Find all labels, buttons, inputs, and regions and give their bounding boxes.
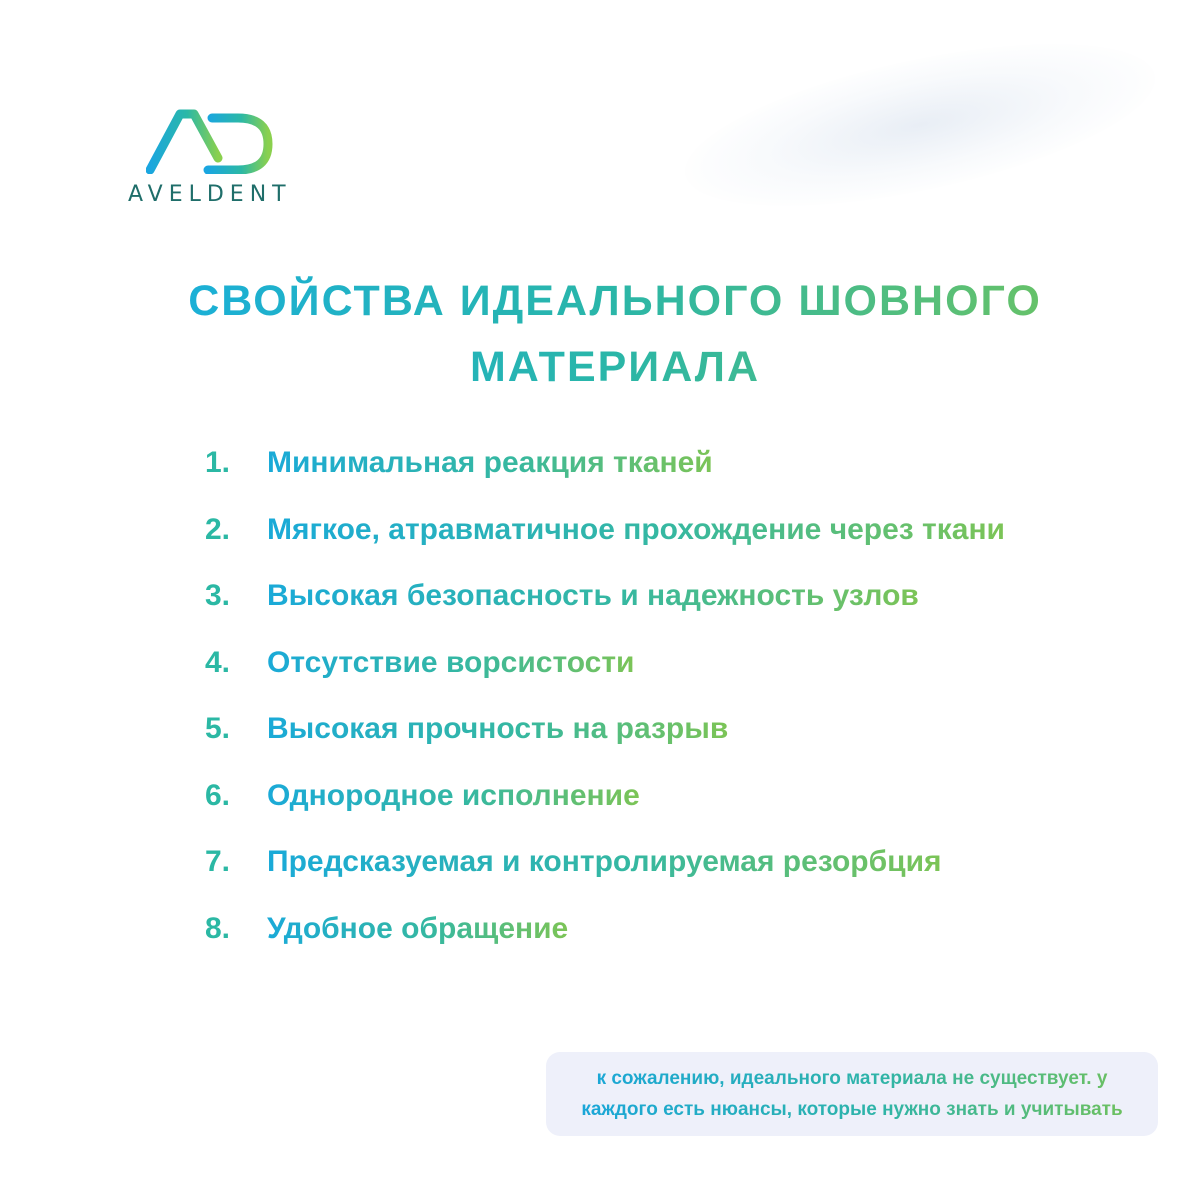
item-number: 6. xyxy=(205,778,231,812)
list-item xyxy=(205,829,1105,896)
item-text: Высокая безопасность и надежность узлов xyxy=(267,579,919,613)
list-item xyxy=(205,896,1105,963)
item-number: 5. xyxy=(205,712,231,746)
background-glow xyxy=(672,12,1169,239)
item-number: 1. xyxy=(205,446,231,480)
item-text: Удобное обращение xyxy=(267,911,569,945)
list-item xyxy=(205,763,1105,830)
list-item xyxy=(205,497,1105,564)
note-text xyxy=(581,1063,1122,1125)
note-line-1: к сожалению, идеального материала не существует. у xyxy=(596,1068,1108,1089)
list-item xyxy=(205,430,1105,497)
list-item xyxy=(205,696,1105,763)
item-text: Отсутствие ворсистости xyxy=(267,645,635,679)
item-number: 4. xyxy=(205,645,231,679)
item-text: Высокая прочность на разрыв xyxy=(267,712,729,746)
item-text: Мягкое, атравматичное прохождение через ткани xyxy=(267,512,1006,546)
item-number: 8. xyxy=(205,911,231,945)
item-text: Минимальная реакция тканей xyxy=(267,446,713,480)
title-line-1: СВОЙСТВА ИДЕАЛЬНОГО ШОВНОГО xyxy=(188,277,1042,325)
item-text: Предсказуемая и контролируемая резорбция xyxy=(267,845,942,879)
item-number: 2. xyxy=(205,512,231,546)
list-item xyxy=(205,630,1105,697)
item-number: 7. xyxy=(205,845,231,879)
properties-list xyxy=(205,430,1105,962)
aveldent-logo-icon xyxy=(146,108,274,174)
note-line-2: каждого есть нюансы, которые нужно знать и учитывать xyxy=(581,1099,1123,1120)
note-box xyxy=(546,1052,1158,1136)
title-line-2: МАТЕРИАЛА xyxy=(469,343,761,391)
aveldent-logo xyxy=(128,108,298,218)
list-item xyxy=(205,563,1105,630)
item-text: Однородное исполнение xyxy=(267,778,640,812)
page-title xyxy=(100,268,1130,400)
logo-wordmark: AVELDENT xyxy=(128,182,292,207)
item-number: 3. xyxy=(205,579,231,613)
